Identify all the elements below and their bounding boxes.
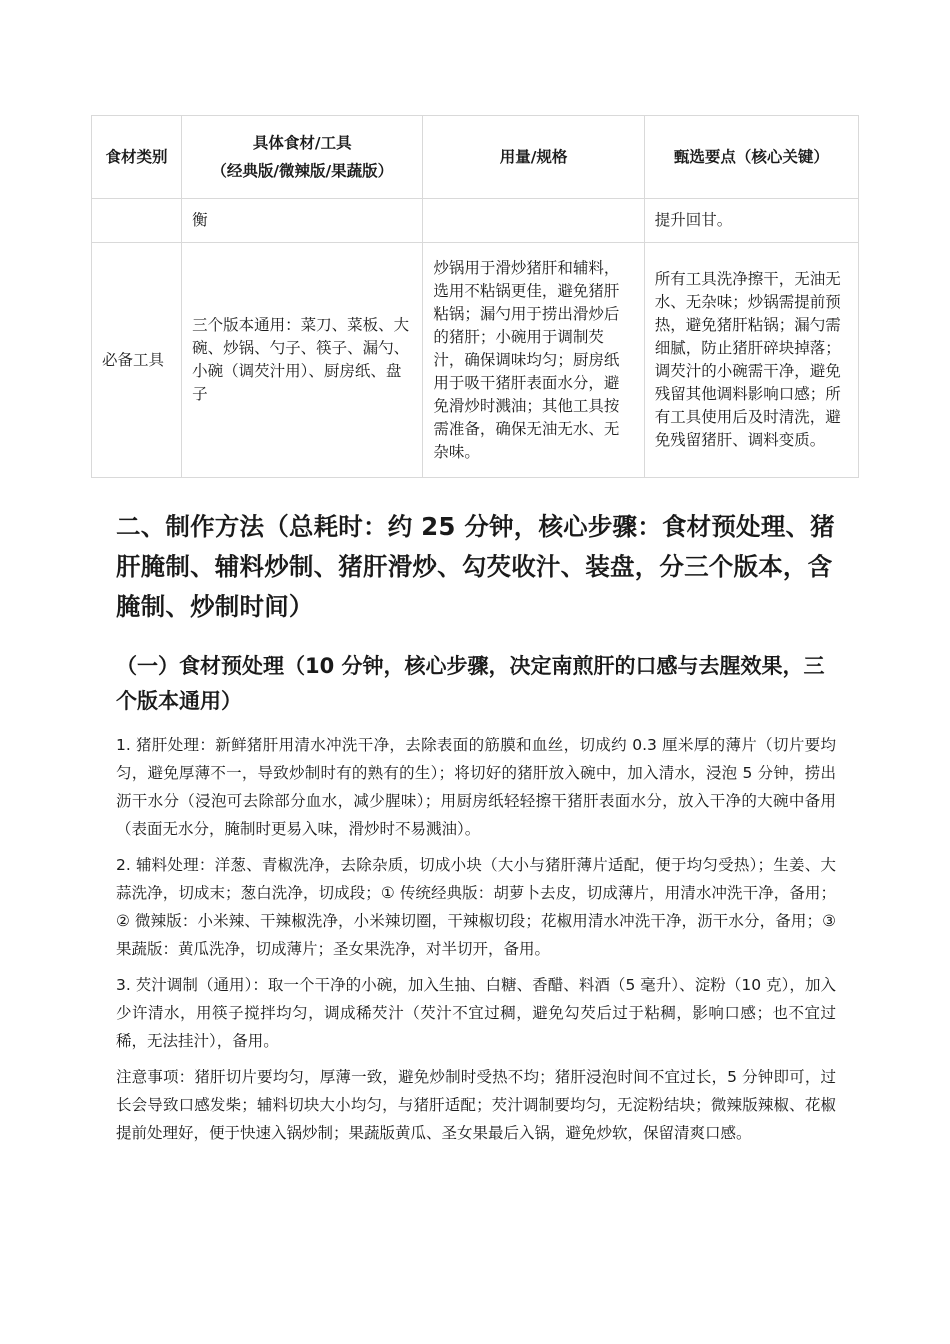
paragraph-side-prep: 2. 辅料处理：洋葱、青椒洗净，去除杂质，切成小块（大小与猪肝薄片适配，便于均匀受热）；生姜、大蒜洗净，切成末；葱白洗净，切成段；① 传统经典版：胡萝卜去皮，切成薄片，用清水冲洗干净，备用；② 微辣版：小米辣、干辣椒洗净，小米辣切圈，干辣椒切段；花椒用清水冲洗干净，沥干水分，备用；③ 果蔬版：黄瓜洗净，切成薄片；圣女果洗净，对半切开，备用。	[116, 856, 836, 958]
paragraph-liver-prep: 1. 猪肝处理：新鲜猪肝用清水冲洗干净，去除表面的筋膜和血丝，切成约 0.3 厘米厚的薄片（切片要均匀，避免厚薄不一，导致炒制时有的熟有的生）；将切好的猪肝放入碗中，加入清水，浸泡 5 分钟，捞出沥干水分（浸泡可去除部分血水，减少腥味）；用厨房纸轻轻擦干猪肝表面水分，放入干净的大碗中备用（表面无水分，腌制时更易入味，滑炒时不易溅油）。	[116, 736, 836, 838]
cell-amount: 炒锅用于滑炒猪肝和辅料，选用不粘锅更佳，避免猪肝粘锅；漏勺用于捞出滑炒后的猪肝；小碗用于调制芡汁，确保调味均匀；厨房纸用于吸干猪肝表面水分，避免滑炒时溅油；其他工具按需准备，确保无油无水、无杂味。	[423, 243, 644, 478]
cell-category: 必备工具	[92, 243, 182, 478]
table-row	[92, 199, 859, 243]
header-item: 具体食材/工具 （经典版/微辣版/果蔬版）	[182, 116, 423, 199]
subsection-heading: （一）食材预处理（10 分钟，核心步骤，决定南煎肝的口感与去腥效果，三个版本通用）	[116, 654, 825, 713]
header-amount: 用量/规格	[423, 116, 644, 199]
ingredients-table	[91, 115, 859, 478]
cell-category	[92, 199, 182, 243]
cell-tips: 所有工具洗净擦干，无油无水、无杂味；炒锅需提前预热，避免猪肝粘锅；漏勺需细腻，防止猪肝碎块掉落；调芡汁的小碗需干净，避免残留其他调料影响口感；所有工具使用后及时清洗，避免残留猪肝、调料变质。	[644, 243, 858, 478]
header-category: 食材类别	[92, 116, 182, 199]
content-body	[116, 507, 836, 1155]
table-row	[92, 243, 859, 478]
paragraph-sauce-prep: 3. 芡汁调制（通用）：取一个干净的小碗，加入生抽、白糖、香醋、料酒（5 毫升）、淀粉（10 克），加入少许清水，用筷子搅拌均匀，调成稀芡汁（芡汁不宜过稠，避免勾芡后过于粘稠，影响口感；也不宜过稀，无法挂汁），备用。	[116, 976, 836, 1050]
cell-amount	[423, 199, 644, 243]
cell-item: 衡	[182, 199, 423, 243]
cell-item: 三个版本通用：菜刀、菜板、大碗、炒锅、勺子、筷子、漏勺、小碗（调芡汁用）、厨房纸、盘子	[182, 243, 423, 478]
table-header-row	[92, 116, 859, 199]
header-tips: 甄选要点（核心关键）	[644, 116, 858, 199]
section-heading: 二、制作方法（总耗时：约 25 分钟，核心步骤：食材预处理、猪肝腌制、辅料炒制、猪肝滑炒、勾芡收汁、装盘，分三个版本，含腌制、炒制时间）	[116, 512, 835, 621]
cell-tips: 提升回甘。	[644, 199, 858, 243]
paragraph-notes: 注意事项：猪肝切片要均匀，厚薄一致，避免炒制时受热不均；猪肝浸泡时间不宜过长，5 分钟即可，过长会导致口感发柴；辅料切块大小均匀，与猪肝适配；芡汁调制要均匀，无淀粉结块；微辣版辣椒、花椒提前处理好，便于快速入锅炒制；果蔬版黄瓜、圣女果最后入锅，避免炒软，保留清爽口感。	[116, 1068, 836, 1142]
